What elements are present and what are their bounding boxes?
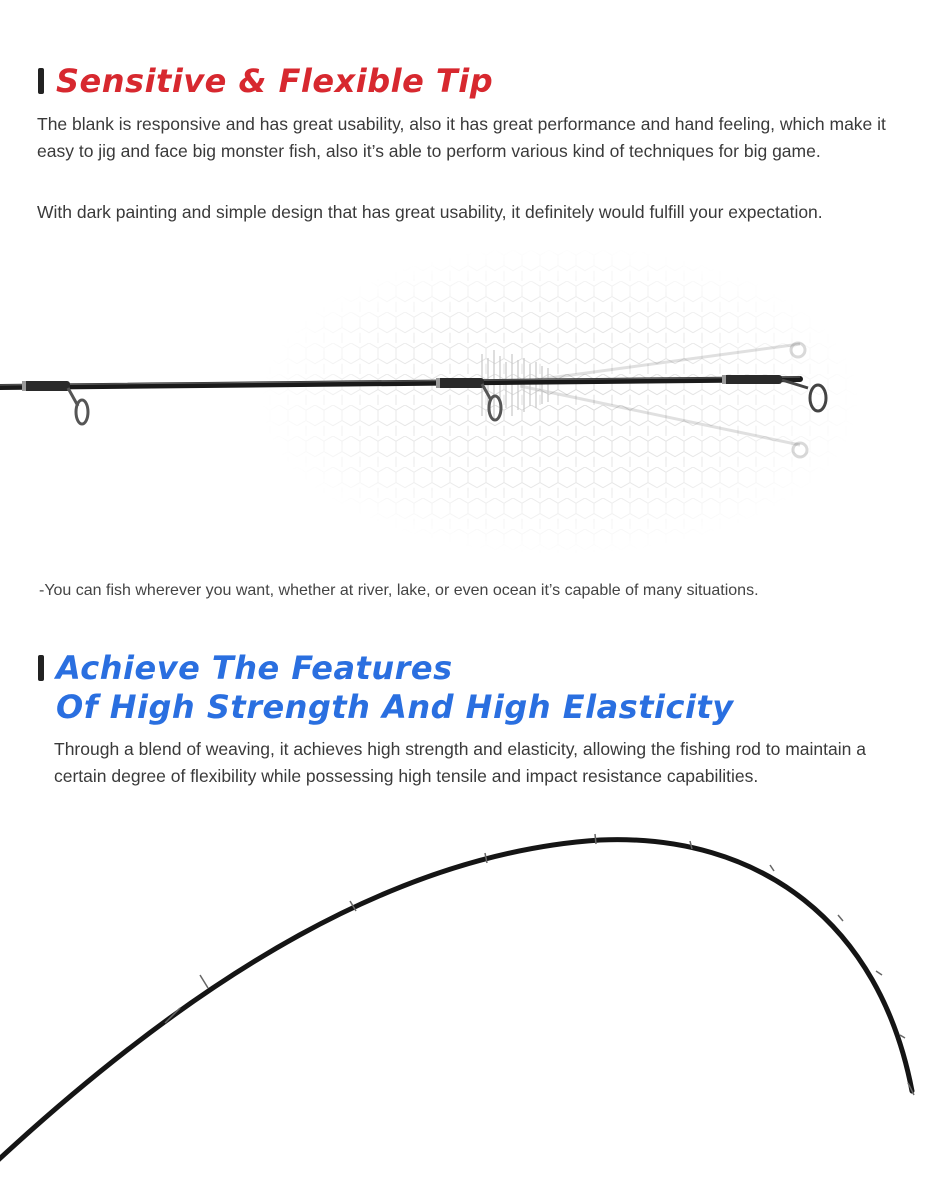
rod-wrap-1 (22, 381, 70, 391)
section1-paragraph-1: The blank is responsive and has great usability, also it has great performance and hand feeling, which make it easy to jig and face big monster fish, also it’s able to perform various kind of techniques for big game. (37, 114, 886, 161)
section1-paragraph-2: With dark painting and simple design that has great usability, it definitely would fulfill your expectation. (37, 202, 823, 222)
section-marker-bar (38, 68, 44, 94)
section1-caption: -You can fish wherever you want, whether at river, lake, or even ocean it’s capable of many situations. (39, 582, 759, 599)
rod-wrap-2 (436, 378, 484, 388)
section2-paragraph: Through a blend of weaving, it achieves high strength and elasticity, allowing the fishing rod to maintain a certain degree of flexibility while possessing high tensile and impact resistance capabilities. (54, 739, 866, 786)
rod-wrap-3 (722, 375, 782, 384)
hex-background-pattern (240, 250, 880, 570)
section-title-line-1: Achieve The Features (56, 649, 453, 687)
bent-rod-blank (0, 840, 912, 1163)
bent-rod-illustration (0, 823, 950, 1183)
rod-tip-illustration (0, 250, 950, 570)
line-guide-1 (68, 388, 88, 424)
section-marker-bar-2 (38, 655, 44, 681)
section-title-sensitive-tip: Sensitive & Flexible Tip (56, 62, 494, 100)
section-title-line-2: Of High Strength And High Elasticity (56, 688, 734, 726)
bent-rod-guides (165, 834, 914, 1095)
